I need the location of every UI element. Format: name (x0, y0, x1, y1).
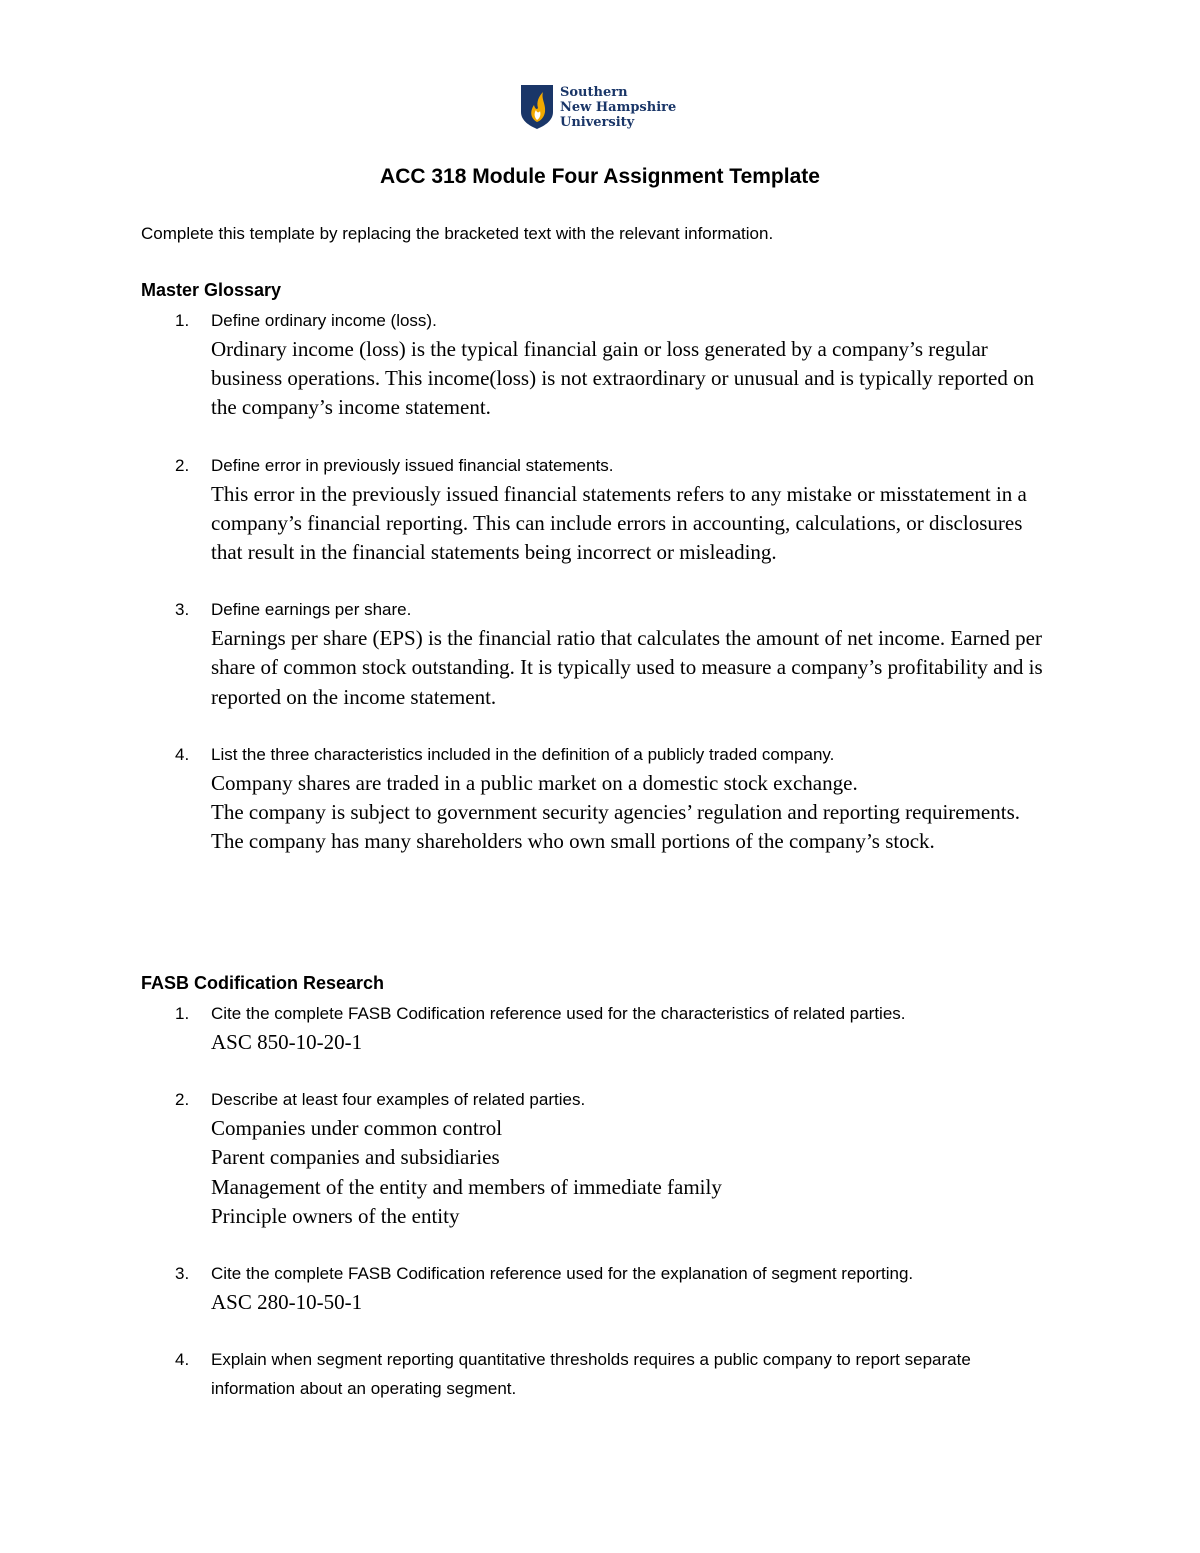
answer-line: Companies under common control (211, 1116, 503, 1141)
question-number: 3. (175, 600, 190, 620)
answer-line: This error in the previously issued financial statements refers to any mistake or misstatement in a company’s financial reporting. This can include errors in accounting, calculations, or disclosures that result in the financial statements being incorrect or misleading. (211, 481, 1027, 565)
document-title: ACC 318 Module Four Assignment Template (380, 165, 820, 188)
question-number: 4. (175, 744, 190, 764)
question-text: Cite the complete FASB Codification reference used for the characteristics of related parties. (211, 1004, 906, 1023)
answer-text (211, 335, 1055, 423)
question-text: Explain when segment reporting quantitative thresholds requires a public company to report separate information about an operating segment. (211, 1350, 971, 1399)
question-label (175, 1085, 1055, 1114)
master-glossary-heading: Master Glossary (141, 280, 282, 300)
university-logo (520, 84, 700, 134)
question-item (175, 1259, 1055, 1317)
question-number: 3. (175, 1264, 190, 1284)
logo-line-1: Southern (560, 85, 628, 100)
question-label (175, 740, 1055, 769)
shield-flame-icon (520, 84, 554, 130)
answer-line: Parent companies and subsidiaries (211, 1145, 500, 1170)
answer-text (211, 769, 1055, 857)
question-label (175, 1345, 1055, 1403)
answer-line: The company has many shareholders who own small portions of the company’s stock. (211, 829, 935, 854)
answer-text (211, 1288, 1055, 1317)
question-number: 1. (175, 311, 190, 330)
logo-line-3: University (560, 115, 635, 130)
question-text: Describe at least four examples of related parties. (211, 1090, 586, 1110)
question-item (175, 740, 1055, 857)
question-label (175, 999, 1055, 1028)
fasb-research-list (175, 999, 1055, 1431)
answer-line: Ordinary income (loss) is the typical financial gain or loss generated by a company’s regular business operations. This income(loss) is not extraordinary or unusual and is typically reported on the company’s income statement. (211, 337, 1035, 420)
answer-line: ASC 280-10-50-1 (211, 1290, 363, 1315)
logo-wordmark (560, 85, 676, 130)
question-item (175, 999, 1055, 1057)
answer-text (211, 624, 1055, 712)
intro-text: Complete this template by replacing the bracketed text with the relevant information. (141, 224, 774, 243)
question-item (175, 1345, 1055, 1403)
answer-line: Earnings per share (EPS) is the financial ratio that calculates the amount of net income. Earned per share of common stock outstanding. It is typically used to measure a company’s profitability and is reported on the income statement. (211, 626, 1043, 709)
answer-line: Company shares are traded in a public market on a domestic stock exchange. (211, 770, 858, 795)
question-label (175, 1259, 1055, 1288)
answer-text (211, 480, 1055, 568)
answer-line: Principle owners of the entity (211, 1203, 460, 1228)
question-label (175, 595, 1055, 624)
question-text: Define error in previously issued financial statements. (211, 455, 614, 475)
question-number: 4. (175, 1350, 190, 1370)
question-item (175, 595, 1055, 712)
logo-line-2: New Hampshire (560, 100, 677, 115)
answer-text (211, 1114, 1055, 1231)
question-label (175, 451, 1055, 480)
question-item (175, 1085, 1055, 1231)
question-text: List the three characteristics included in the definition of a publicly traded company. (211, 744, 835, 764)
fasb-research-heading: FASB Codification Research (141, 973, 385, 993)
answer-line: The company is subject to government security agencies’ regulation and reporting requirements. (211, 800, 1021, 825)
question-item (175, 451, 1055, 568)
question-number: 1. (175, 1004, 190, 1023)
answer-text (211, 1028, 1055, 1057)
answer-line: Management of the entity and members of immediate family (211, 1174, 722, 1199)
answer-line: ASC 850-10-20-1 (211, 1030, 363, 1054)
question-number: 2. (175, 455, 190, 475)
question-label (175, 306, 1055, 335)
master-glossary-list (175, 306, 1055, 884)
question-text: Cite the complete FASB Codification reference used for the explanation of segment reporting. (211, 1264, 914, 1284)
question-text: Define earnings per share. (211, 600, 412, 620)
question-text: Define ordinary income (loss). (211, 311, 437, 330)
question-number: 2. (175, 1090, 190, 1110)
question-item (175, 306, 1055, 423)
